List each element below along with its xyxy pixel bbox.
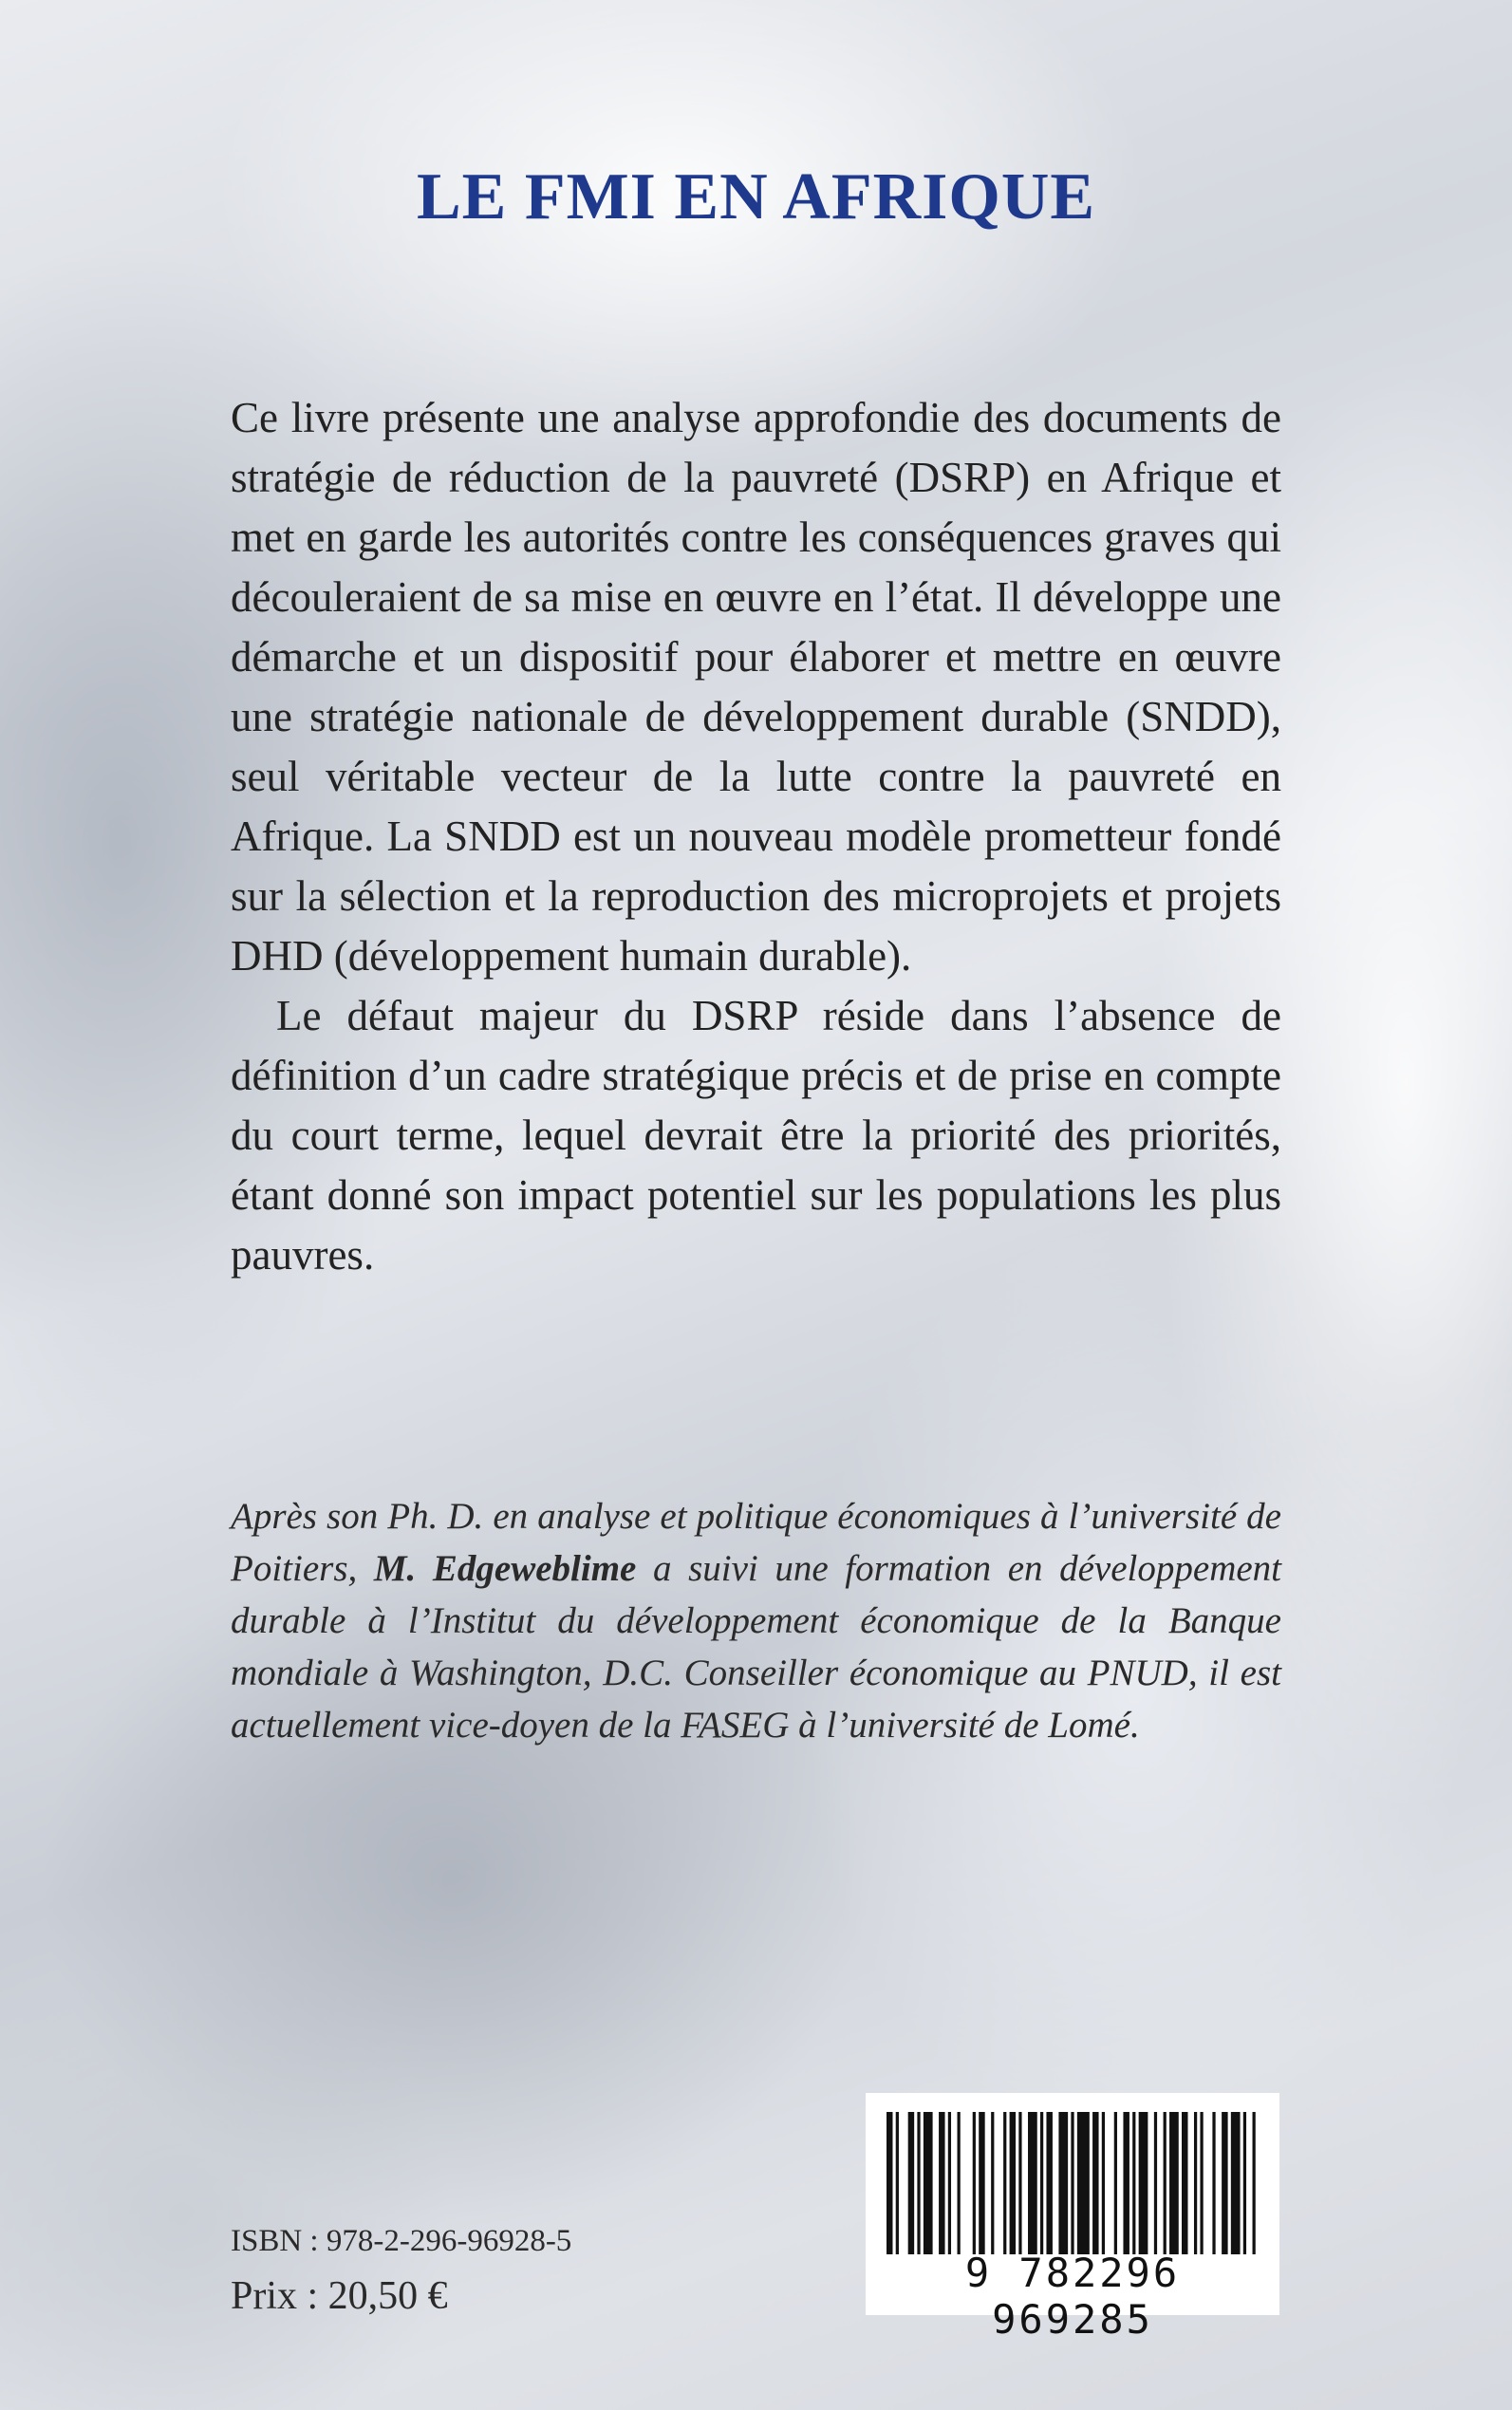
barcode-bar (908, 2112, 914, 2254)
barcode-bar (896, 2112, 899, 2254)
barcode-bar (1071, 2112, 1073, 2254)
barcode-bar (1132, 2112, 1135, 2254)
barcode-bar (1040, 2112, 1043, 2254)
barcode-bar (1046, 2112, 1052, 2254)
barcode-bar (939, 2112, 944, 2254)
barcode-bar (958, 2112, 961, 2254)
barcode-bar (1182, 2112, 1187, 2254)
barcode-digits: 9 782296 969285 (964, 2250, 1181, 2343)
barcode-bar (1154, 2112, 1157, 2254)
barcode-bar (1169, 2112, 1179, 2254)
barcode-bar (1028, 2112, 1037, 2254)
barcode-bar (1010, 2112, 1016, 2254)
price: Prix : 20,50 € (231, 2274, 448, 2318)
barcode-bar (1194, 2112, 1197, 2254)
barcode-bar (1114, 2112, 1117, 2254)
barcode (866, 2093, 1279, 2343)
barcode-bar (1212, 2112, 1215, 2254)
barcode-bar (979, 2112, 984, 2254)
barcode-bar (924, 2112, 933, 2254)
barcode-bar (973, 2112, 976, 2254)
barcode-bar (1077, 2112, 1090, 2254)
barcode-bar (887, 2112, 892, 2254)
barcode-bar (1253, 2112, 1256, 2254)
barcode-bar (917, 2112, 920, 2254)
isbn: ISBN : 978-2-296-96928-5 (231, 2224, 572, 2258)
bio-text-end: a suivi une formation en développement durable à l’Institut du développement économique de la Banque mondiale à Washington, D.C. Conseiller économique au PNUD, il est actuellement vice-doyen de la FASEG à l’université de Lomé. (231, 1548, 1282, 1746)
barcode-bar (1231, 2112, 1241, 2254)
bio-text-start: Après son Ph. D. en analyse et politique économiques à l’université de Poitiers, (231, 1496, 1281, 1589)
back-cover-blurb (231, 388, 1281, 1285)
barcode-bar (1222, 2112, 1227, 2254)
barcode-bars (887, 2112, 1259, 2254)
barcode-bar (1139, 2112, 1148, 2254)
author-bio (231, 1490, 1281, 1751)
author-name: M. Edgeweblime (373, 1548, 637, 1589)
barcode-bar (1003, 2112, 1006, 2254)
blurb-paragraph-1: Ce livre présente une analyse approfondie des documents de stratégie de réduction de la pauvreté (DSRP) en Afrique et met en garde les autorités contre les conséquences graves qui découleraient de sa mise en œuvre en l’état. Il développe une démarche et un dispositif pour élaborer et mettre en œuvre une stratégie nationale de développement durable (SNDD), seul véritable vecteur de la lutte contre la pauvreté en Afrique. La SNDD est un nouveau modèle prometteur fondé sur la sélection et la reproduction des microprojets et projets DHD (développement humain durable). (231, 394, 1281, 980)
barcode-bar (948, 2112, 951, 2254)
barcode-bar (1018, 2112, 1021, 2254)
barcode-bar (1058, 2112, 1068, 2254)
barcode-bar (1164, 2112, 1167, 2254)
blurb-paragraph-2: Le défaut majeur du DSRP réside dans l’absence de définition d’un cadre stratégique précis et de prise en compte du court terme, lequel devrait être la priorité des priorités, étant donné son impact potentiel sur les populations les plus pauvres. (231, 992, 1281, 1279)
barcode-bar (991, 2112, 994, 2254)
barcode-bar (1092, 2112, 1098, 2254)
barcode-bar (1102, 2112, 1105, 2254)
book-title: LE FMI EN AFRIQUE (416, 160, 1096, 234)
barcode-bar (1243, 2112, 1246, 2254)
barcode-bar (1200, 2112, 1203, 2254)
barcode-bar (1123, 2112, 1129, 2254)
